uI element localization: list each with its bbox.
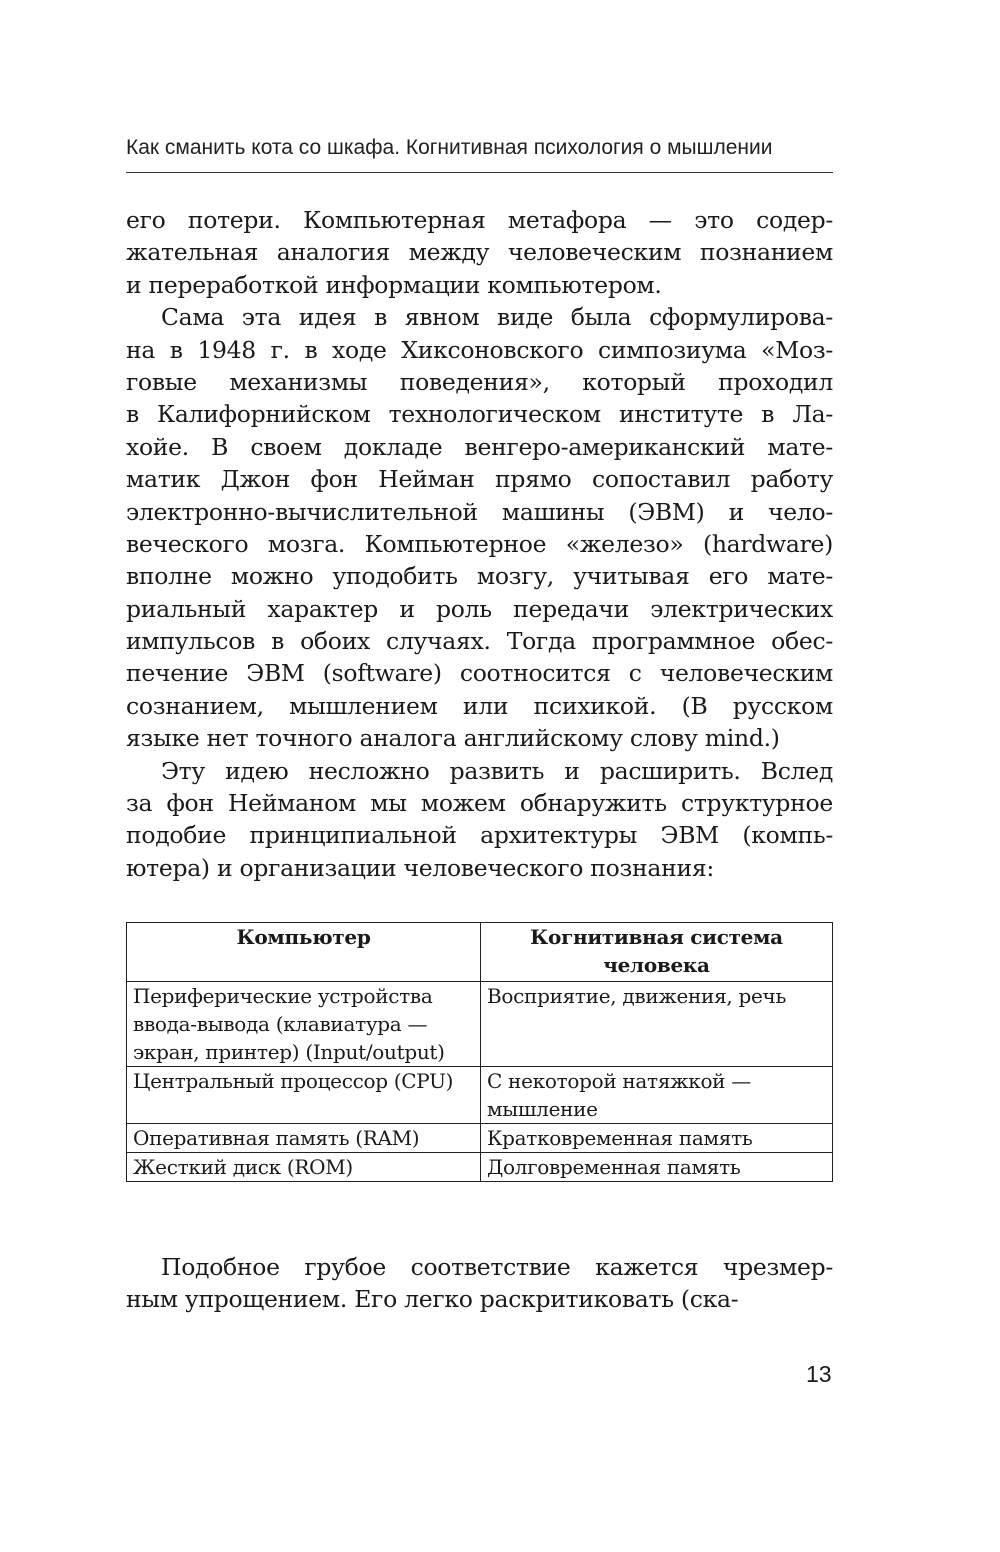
text-line: подобие принципиальной архитектуры ЭВМ (компь- (126, 821, 833, 850)
text-line: ютера) и организации человеческого познания: (126, 853, 714, 882)
table-row (127, 1153, 833, 1182)
text-line: хойе. В своем докладе венгеро-американский мате- (126, 432, 833, 461)
text-line: риальный характер и роль передачи электрических (126, 594, 833, 623)
text-line: его потери. Компьютерная метафора — это содер- (126, 206, 833, 234)
text-line: импульсов в обоих случаях. Тогда программное обес- (126, 627, 833, 656)
text-line: на в 1948 г. в ходе Хиксоновского симпозиума «Моз- (126, 335, 833, 364)
table-cell: Периферические устройства ввода-вывода (клавиатура — экран, принтер) (Input/output) (127, 982, 481, 1067)
text-line: жательная аналогия между человеческим познанием (126, 238, 833, 267)
table-row (127, 982, 833, 1067)
header-divider (126, 172, 833, 173)
text-line: печение ЭВМ (software) соотносится с человеческим (126, 659, 833, 688)
table-cell: Восприятие, движения, речь (481, 982, 833, 1067)
page-number: 13 (806, 1361, 832, 1387)
body-text-bottom (126, 1251, 833, 1316)
text-line: и переработкой информации компьютером. (126, 270, 662, 299)
text-line: ным упрощением. Его легко раскритиковать (ска- (126, 1285, 739, 1314)
text-line: Подобное грубое соответствие кажется чрезмер- (161, 1253, 833, 1281)
table-row (127, 1124, 833, 1153)
body-text-top (126, 204, 833, 884)
running-header: Как сманить кота со шкафа. Когнитивная психология о мышлении (126, 136, 773, 159)
text-line: Эту идею несложно развить и расширить. Вслед (161, 756, 833, 785)
table-cell: Центральный процессор (CPU) (127, 1067, 481, 1124)
table-header-row (127, 923, 833, 982)
text-line: Сама эта идея в явном виде была сформулирова- (161, 303, 833, 332)
text-line: электронно-вычислительной машины (ЭВМ) и чело- (126, 497, 833, 526)
text-line: языке нет точного аналога английскому слову mind.) (126, 724, 780, 753)
text-line: говые механизмы поведения», который проходил (126, 367, 833, 396)
column-header-computer: Компьютер (127, 923, 481, 982)
text-line: матик Джон фон Нейман прямо сопоставил работу (126, 465, 833, 494)
comparison-table (126, 922, 833, 1182)
table-cell: Жесткий диск (ROM) (127, 1153, 481, 1182)
text-line: сознанием, мышлением или психикой. (В русском (126, 691, 833, 720)
table-row (127, 1067, 833, 1124)
column-header-cognitive: Когнитивная система человека (481, 923, 833, 982)
table-cell: Кратковременная память (481, 1124, 833, 1153)
table-cell: С некоторой натяжкой — мышление (481, 1067, 833, 1124)
table-cell: Долговременная память (481, 1153, 833, 1182)
text-line: вполне можно уподобить мозгу, учитывая его мате- (126, 562, 833, 591)
text-line: в Калифорнийском технологическом институте в Ла- (126, 400, 833, 429)
table-cell: Оперативная память (RAM) (127, 1124, 481, 1153)
text-line: за фон Нейманом мы можем обнаружить структурное (126, 789, 833, 818)
text-line: веческого мозга. Компьютерное «железо» (hardware) (126, 529, 833, 558)
